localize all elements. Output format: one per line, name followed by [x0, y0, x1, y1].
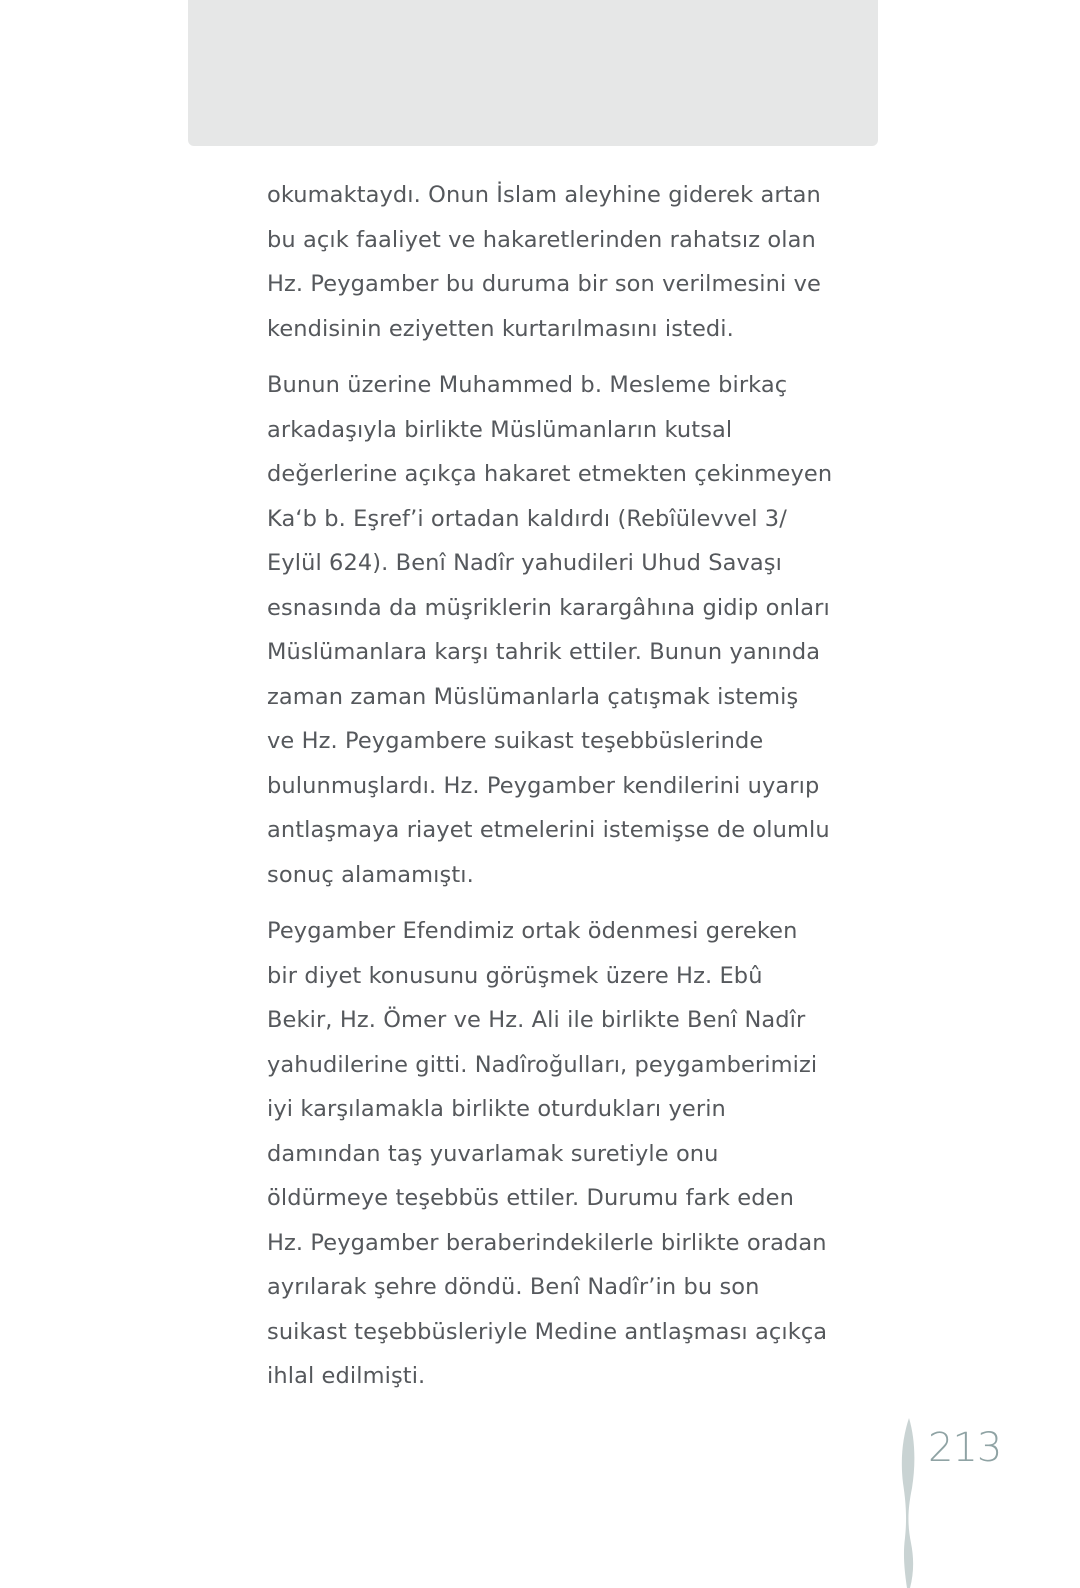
text-line: ihlal edilmişti. [267, 1363, 426, 1389]
paragraph-3 [267, 909, 828, 1399]
text-line: ayrılarak şehre döndü. Benî Nadîr’in bu son [267, 1274, 760, 1300]
text-line: okumaktaydı. Onun İslam aleyhine giderek artan [267, 182, 821, 208]
text-line: bulunmuşlardı. Hz. Peygamber kendilerini uyarıp [267, 772, 820, 799]
text-line: Hz. Peygamber beraberindekilerle birlikte oradan [267, 1229, 827, 1256]
top-banner [188, 0, 878, 146]
text-line: esnasında da müşriklerin karargâhına gidip onları [267, 594, 830, 621]
text-line: Müslümanlara karşı tahrik ettiler. Bunun yanında [267, 639, 821, 665]
page-number: 213 [928, 1425, 1002, 1471]
paragraph-2 [267, 363, 833, 897]
text-line: zaman zaman Müslümanlarla çatışmak istemiş [267, 683, 799, 710]
text-line: Eylül 624). Benî Nadîr yahudileri Uhud Savaşı [267, 550, 782, 576]
text-line: suikast teşebbüsleriyle Medine antlaşması açıkça [267, 1318, 828, 1345]
text-line: damından taş yuvarlamak suretiyle onu [267, 1140, 719, 1167]
paragraph-1 [267, 173, 821, 351]
text-line: öldürmeye teşebbüs ettiler. Durumu fark eden [267, 1185, 794, 1211]
text-line: Hz. Peygamber bu duruma bir son verilmesini ve [267, 271, 821, 297]
text-line: Ka‘b b. Eşref’i ortadan kaldırdı (Rebîülevvel 3/ [267, 505, 787, 532]
text-line: değerlerine açıkça hakaret etmekten çekinmeyen [267, 461, 833, 487]
text-line: bir diyet konusunu görüşmek üzere Hz. Ebû [267, 962, 763, 989]
text-line: Peygamber Efendimiz ortak ödenmesi gereken [267, 918, 798, 944]
text-line: Bekir, Hz. Ömer ve Hz. Ali ile birlikte Benî Nadîr [267, 1007, 806, 1033]
text-line: arkadaşıyla birlikte Müslümanların kutsal [267, 416, 733, 443]
text-line: yahudilerine gitti. Nadîroğulları, peygamberimizi [267, 1051, 818, 1078]
body-text [267, 173, 833, 1411]
text-line: antlaşmaya riayet etmelerini istemişse de olumlu [267, 817, 830, 843]
text-line: bu açık faaliyet ve hakaretlerinden rahatsız olan [267, 226, 816, 253]
page-mark-ornament [898, 1418, 920, 1588]
text-line: sonuç alamamıştı. [267, 861, 474, 888]
text-line: ve Hz. Peygambere suikast teşebbüslerinde [267, 728, 764, 754]
text-line: iyi karşılamakla birlikte oturdukları yerin [267, 1096, 726, 1122]
text-line: Bunun üzerine Muhammed b. Mesleme birkaç [267, 372, 788, 398]
text-line: kendisinin eziyetten kurtarılmasını istedi. [267, 315, 734, 342]
